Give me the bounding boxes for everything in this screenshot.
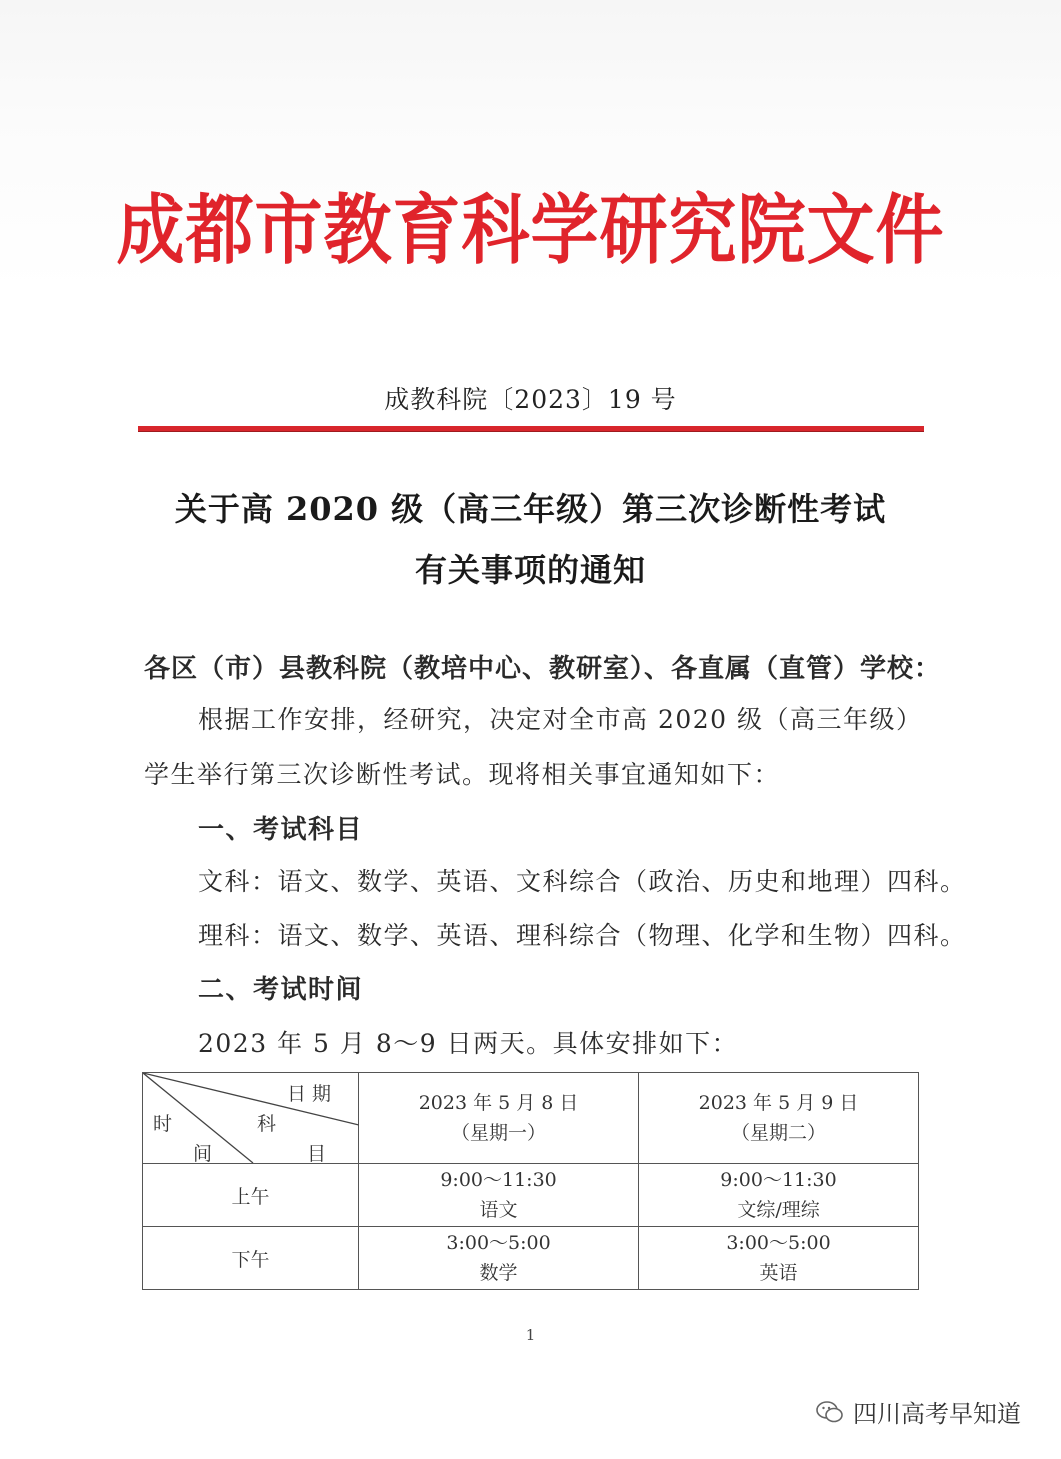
slot-time: 3:00～5:00 [446,1232,551,1254]
slot-time: 9:00～11:30 [720,1169,837,1191]
exam-schedule-table [142,1072,919,1290]
slot-subject: 英语 [759,1262,798,1284]
table-corner-cell [143,1073,359,1164]
watermark [815,1394,1021,1429]
corner-label-ke: 科 [257,1113,277,1135]
body-paragraph-line-2: 学生举行第三次诊断性考试。现将相关事宜通知如下： [144,760,781,789]
addressee: 各区（市）县教科院（教培中心、教研室）、各直属（直管）学校： [144,654,942,684]
corner-label-mu: 目 [307,1143,327,1165]
period-afternoon: 下午 [143,1227,359,1290]
corner-label-shi: 时 [153,1113,173,1135]
slot-time: 3:00～5:00 [726,1232,831,1254]
header-day-2 [639,1073,919,1164]
slot-subject: 数学 [479,1262,518,1284]
notice-title-line-1: 关于高 2020 级（高三年级）第三次诊断性考试 [174,490,887,528]
table-row [143,1227,919,1290]
corner-label-date: 日 期 [287,1083,332,1105]
red-divider-rule [138,426,924,432]
header-day-1 [359,1073,639,1164]
schedule-cell [639,1227,919,1290]
slot-time: 9:00～11:30 [440,1169,557,1191]
schedule-cell [359,1227,639,1290]
page-number: 1 [525,1326,536,1344]
wechat-icon [815,1398,845,1426]
corner-label-jian: 间 [193,1143,213,1165]
slot-subject: 语文 [479,1199,518,1221]
schedule-cell [639,1164,919,1227]
day-1-date: 2023 年 5 月 8 日 [418,1092,579,1114]
body-paragraph-line-1: 根据工作安排，经研究，决定对全市高 2020 级（高三年级） [198,705,923,734]
section-1-wenke: 文科：语文、数学、英语、文科综合（政治、历史和地理）四科。 [198,867,967,896]
section-1-like: 理科：语文、数学、英语、理科综合（物理、化学和生物）四科。 [198,921,967,950]
section-2-text: 2023 年 5 月 8～9 日两天。具体安排如下： [198,1029,739,1058]
schedule-cell [359,1164,639,1227]
section-1-heading: 一、考试科目 [198,815,364,845]
section-2-heading: 二、考试时间 [198,975,364,1005]
letterhead-title: 成都市教育科学研究院文件 [116,187,945,276]
document-number: 成教科院〔2023〕19 号 [384,385,677,414]
period-morning: 上午 [143,1164,359,1227]
slot-subject: 文综/理综 [737,1199,820,1221]
table-row [143,1164,919,1227]
notice-title-line-2: 有关事项的通知 [414,551,646,589]
day-2-date: 2023 年 5 月 9 日 [698,1092,859,1114]
table-header-row [143,1073,919,1164]
watermark-text: 四川高考早知道 [853,1400,1021,1428]
day-1-weekday: （星期一） [451,1122,547,1144]
day-2-weekday: （星期二） [731,1122,827,1144]
